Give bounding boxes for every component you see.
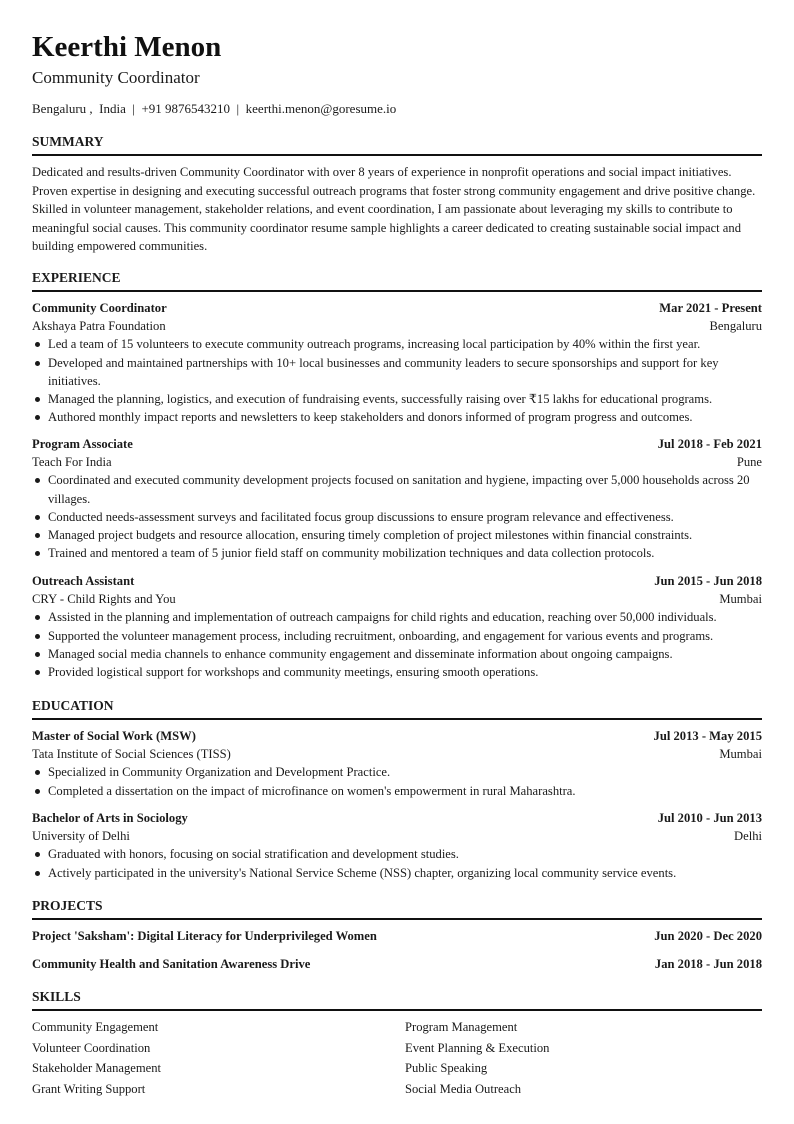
job-organization: Teach For India <box>32 455 112 470</box>
bullet-item: Actively participated in the university's National Service Scheme (NSS) chapter, organizing local community service events. <box>48 864 762 882</box>
experience-entry <box>32 435 762 562</box>
bullet-item: Completed a dissertation on the impact of microfinance on women's empowerment in rural Maharashtra. <box>48 782 762 800</box>
school-location: Mumbai <box>719 747 762 762</box>
bullet-item: Developed and maintained partnerships with 10+ local businesses and community leaders to secure sponsorships and support for key initiatives. <box>48 354 762 390</box>
job-location: Bengaluru <box>709 319 762 334</box>
bullet-item: Assisted in the planning and implementation of outreach campaigns for child rights and education, reaching over 50,000 individuals. <box>48 608 762 626</box>
project-name: Community Health and Sanitation Awareness Drive <box>32 957 311 971</box>
bullet-item: Led a team of 15 volunteers to execute community outreach programs, increasing local participation by 40% within the first year. <box>48 335 762 353</box>
bullet-item: Coordinated and executed community development projects focused on sanitation and hygiene, impacting over 5,000 households across 20 villages. <box>48 471 762 507</box>
section-title-summary: SUMMARY <box>32 133 762 156</box>
bullet-item: Supported the volunteer management process, including recruitment, onboarding, and engagement for various events and programs. <box>48 627 762 645</box>
project-dates: Jan 2018 - Jun 2018 <box>654 957 762 971</box>
section-title-education: EDUCATION <box>32 697 762 720</box>
job-bullets <box>32 335 762 426</box>
degree-dates: Jul 2010 - Jun 2013 <box>657 811 762 825</box>
bullet-item: Provided logistical support for workshops and community meetings, ensuring smooth operations. <box>48 663 762 681</box>
job-organization: Akshaya Patra Foundation <box>32 319 166 334</box>
project-name: Project 'Saksham': Digital Literacy for Underprivileged Women <box>32 929 377 943</box>
skill-item: Public Speaking <box>405 1061 488 1075</box>
experience-entry <box>32 572 762 681</box>
bullet-item: Managed the planning, logistics, and execution of fundraising events, successfully raising over ₹15 lakhs for educational programs. <box>48 390 762 408</box>
section-title-experience: EXPERIENCE <box>32 269 762 292</box>
job-bullets <box>32 471 762 562</box>
job-bullets <box>32 608 762 681</box>
job-dates: Mar 2021 - Present <box>659 301 762 315</box>
job-organization: CRY - Child Rights and You <box>32 592 176 607</box>
skill-item: Event Planning & Execution <box>405 1040 550 1055</box>
education-entry <box>32 809 762 882</box>
project-entry <box>32 955 762 973</box>
bullet-item: Authored monthly impact reports and newsletters to keep stakeholders and donors informed of program progress and outcomes. <box>48 408 762 426</box>
degree-title: Master of Social Work (MSW) <box>32 729 196 743</box>
job-dates: Jun 2015 - Jun 2018 <box>654 574 762 588</box>
degree-bullets <box>32 845 762 881</box>
bullet-item: Managed social media channels to enhance community engagement and disseminate information about ongoing campaigns. <box>48 645 762 663</box>
section-title-skills: SKILLS <box>32 988 762 1011</box>
summary-text: Dedicated and results-driven Community Coordinator with over 8 years of experience in nonprofit operations and social impact initiatives. Proven expertise in designing and executing successful outreach programs that foster strong community engagement and drive positive change. Skilled in volunteer management, stakeholder relations, and event coordination, I am passionate about leveraging my skills to contribute to meaningful social causes. This community coordinator resume sample highlights a career dedicated to creating sustainable social impact and building empowered communities. <box>32 165 756 253</box>
skills-grid <box>32 1017 762 1099</box>
candidate-name: Keerthi Menon <box>32 31 222 63</box>
bullet-item: Trained and mentored a team of 5 junior field staff on community mobilization techniques and data collection protocols. <box>48 544 762 562</box>
skill-item: Stakeholder Management <box>32 1061 162 1075</box>
experience-entry <box>32 299 762 426</box>
school-location: Delhi <box>734 829 762 844</box>
job-dates: Jul 2018 - Feb 2021 <box>657 437 762 451</box>
project-entry <box>32 927 762 945</box>
skill-item: Social Media Outreach <box>405 1081 522 1096</box>
degree-title: Bachelor of Arts in Sociology <box>32 811 188 825</box>
candidate-headline: Community Coordinator <box>32 68 200 87</box>
project-dates: Jun 2020 - Dec 2020 <box>654 929 762 943</box>
job-location: Pune <box>736 455 762 470</box>
school-name: Tata Institute of Social Sciences (TISS) <box>32 747 231 762</box>
job-location: Mumbai <box>719 592 762 607</box>
degree-bullets <box>32 763 762 799</box>
bullet-item: Graduated with honors, focusing on social stratification and development studies. <box>48 845 762 863</box>
skill-item: Community Engagement <box>32 1020 159 1034</box>
bullet-item: Managed project budgets and resource allocation, ensuring timely completion of project milestones within financial constraints. <box>48 526 762 544</box>
bullet-item: Specialized in Community Organization and Development Practice. <box>48 763 762 781</box>
degree-dates: Jul 2013 - May 2015 <box>653 729 762 743</box>
section-title-projects: PROJECTS <box>32 897 762 920</box>
education-entry <box>32 727 762 800</box>
school-name: University of Delhi <box>32 829 130 844</box>
job-title: Community Coordinator <box>32 301 167 315</box>
job-title: Program Associate <box>32 437 133 451</box>
job-title: Outreach Assistant <box>32 574 135 588</box>
contact-line: Bengaluru , India | +91 9876543210 | keerthi.menon@goresume.io <box>32 101 397 116</box>
skill-item: Volunteer Coordination <box>32 1040 151 1055</box>
bullet-item: Conducted needs-assessment surveys and facilitated focus group discussions to ensure program relevance and effectiveness. <box>48 508 762 526</box>
skill-item: Grant Writing Support <box>32 1081 146 1096</box>
skill-item: Program Management <box>405 1020 518 1034</box>
